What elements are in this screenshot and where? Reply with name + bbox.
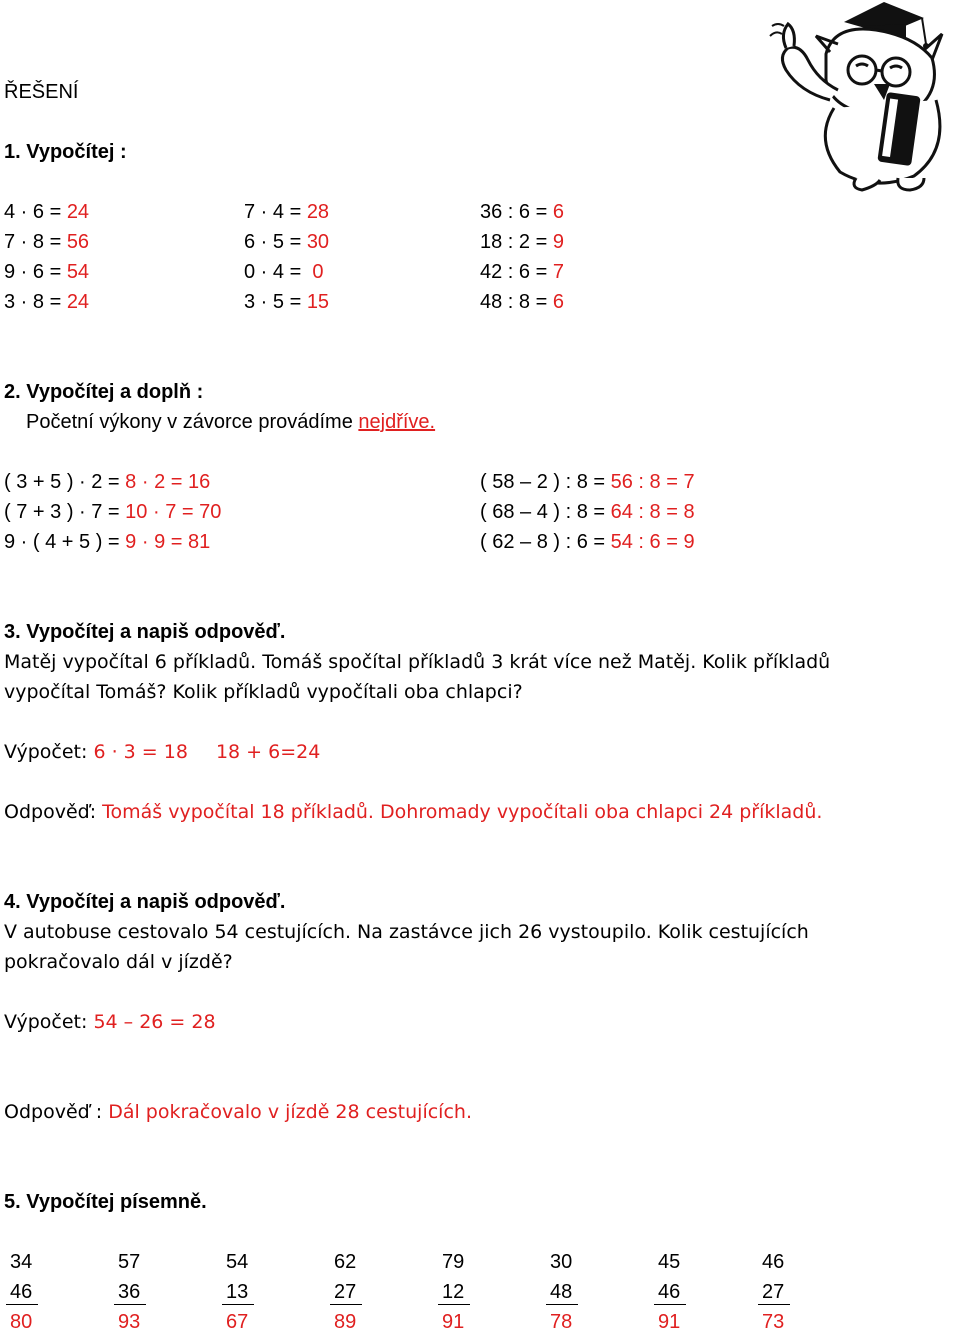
task1-row [244,260,329,290]
answer: 8 · 2 = 16 [125,471,211,493]
task1-row [244,290,329,320]
addend-bottom: 12 [438,1280,470,1305]
task2-right-column [480,470,695,560]
addend-top: 45 [658,1251,681,1273]
written-addition [550,1250,610,1340]
sum: 80 [10,1311,33,1333]
task1-row [244,200,329,230]
addend-top: 57 [118,1251,141,1273]
task3-calculation [4,740,320,764]
answer: 56 [66,231,90,253]
task2-rule [26,410,435,434]
task2-left-column [4,470,221,560]
exercise: ( 62 – 8 ) : 6 = [480,531,611,553]
task2-row [4,470,221,500]
exercise: 9 · ( 4 + 5 ) = [4,531,126,553]
task1-row [4,230,89,260]
rule-emphasis: nejdříve. [358,411,436,433]
task5-title: 5. Vypočítej písemně. [4,1191,207,1213]
exercise: 0 · 4 = [244,261,307,283]
task3-title: 3. Vypočítej a napiš odpověď. [4,621,286,643]
written-addition [118,1250,178,1340]
task4-text-line-2: pokračovalo dál v jízdě? [4,951,233,973]
answer: 9 [552,231,564,253]
answer: 6 [552,201,564,223]
addend-top: 34 [10,1251,33,1273]
task4-text-line-1: V autobuse cestovalo 54 cestujících. Na zastávce jich 26 vystoupilo. Kolik cestujících [4,921,809,943]
exercise: 48 : 8 = [480,291,553,313]
answer: 64 : 8 = 8 [610,501,695,523]
task1-row [4,290,89,320]
written-addition [226,1250,286,1340]
sum: 93 [118,1311,141,1333]
task1-row [244,230,329,260]
exercise: 36 : 6 = [480,201,553,223]
task2-row [480,530,695,560]
task2-title: 2. Vypočítej a doplň : [4,381,204,403]
answer-label: Odpověď : [4,1101,109,1123]
page-heading: ŘEŠENÍ [4,81,79,103]
task1-column-1 [4,200,89,320]
exercise: 7 · 8 = [4,231,67,253]
task4-calculation [4,1010,216,1034]
exercise: 9 · 6 = [4,261,67,283]
task1-row [480,200,564,230]
calc-step: 54 – 26 = 28 [93,1011,216,1033]
task3-text-line-2: vypočítal Tomáš? Kolik příkladů vypočítali oba chlapci? [4,681,523,703]
sum: 91 [658,1311,681,1333]
exercise: 4 · 6 = [4,201,67,223]
addend-top: 46 [762,1251,785,1273]
task1-row [4,200,89,230]
calc-label: Výpočet: [4,1011,94,1033]
addend-top: 62 [334,1251,357,1273]
answer-text: Dál pokračovalo v jízdě 28 cestujících. [108,1101,472,1123]
exercise: ( 68 – 4 ) : 8 = [480,501,611,523]
written-addition [334,1250,394,1340]
addend-bottom: 46 [654,1280,686,1305]
exercise: 18 : 2 = [480,231,553,253]
task4-answer [4,1100,472,1124]
written-addition [10,1250,70,1340]
answer: 7 [552,261,564,283]
sum: 67 [226,1311,249,1333]
exercise: 6 · 5 = [244,231,307,253]
answer: 15 [306,291,330,313]
sum: 91 [442,1311,465,1333]
addend-top: 54 [226,1251,249,1273]
task1-title: 1. Vypočítej : [4,141,127,163]
task2-row [4,530,221,560]
exercise: 3 · 8 = [4,291,67,313]
exercise: ( 58 – 2 ) : 8 = [480,471,611,493]
addend-top: 79 [442,1251,465,1273]
task1-row [480,260,564,290]
written-addition [658,1250,718,1340]
answer: 0 [306,261,324,283]
task2-row [480,500,695,530]
exercise: ( 7 + 3 ) · 7 = [4,501,126,523]
answer: 56 : 8 = 7 [610,471,695,493]
task3-answer [4,800,822,824]
written-addition [442,1250,502,1340]
task1-row [480,230,564,260]
exercise: ( 3 + 5 ) · 2 = [4,471,126,493]
calc-step-2: 18 + 6=24 [215,741,321,763]
addend-bottom: 13 [222,1280,254,1305]
answer: 10 · 7 = 70 [125,501,222,523]
answer: 54 : 6 = 9 [610,531,695,553]
task1-row [480,290,564,320]
answer: 24 [66,291,90,313]
task1-row [4,260,89,290]
sum: 78 [550,1311,573,1333]
sum: 73 [762,1311,785,1333]
calc-label: Výpočet: [4,741,94,763]
answer: 30 [306,231,330,253]
task2-row [480,470,695,500]
calc-step-1: 6 · 3 = 18 [93,741,188,763]
answer-text: Tomáš vypočítal 18 příkladů. Dohromady vypočítali oba chlapci 24 příkladů. [102,801,823,823]
answer: 9 · 9 = 81 [125,531,211,553]
sum: 89 [334,1311,357,1333]
answer: 24 [66,201,90,223]
addend-bottom: 36 [114,1280,146,1305]
addend-bottom: 27 [758,1280,790,1305]
task1-column-2 [244,200,329,320]
exercise: 3 · 5 = [244,291,307,313]
task4-title: 4. Vypočítej a napiš odpověď. [4,891,286,913]
owl-professor-illustration [764,0,960,195]
exercise: 7 · 4 = [244,201,307,223]
task1-column-3 [480,200,564,320]
addend-bottom: 27 [330,1280,362,1305]
answer: 54 [66,261,90,283]
task3-text-line-1: Matěj vypočítal 6 příkladů. Tomáš spočítal příkladů 3 krát více než Matěj. Kolik příkladů [4,651,831,673]
exercise: 42 : 6 = [480,261,553,283]
written-addition [762,1250,822,1340]
answer: 28 [306,201,330,223]
addend-bottom: 46 [6,1280,38,1305]
answer-label: Odpověď: [4,801,103,823]
addend-top: 30 [550,1251,573,1273]
answer: 6 [552,291,564,313]
task2-row [4,500,221,530]
rule-text: Početní výkony v závorce provádíme [26,411,359,433]
addend-bottom: 48 [546,1280,578,1305]
